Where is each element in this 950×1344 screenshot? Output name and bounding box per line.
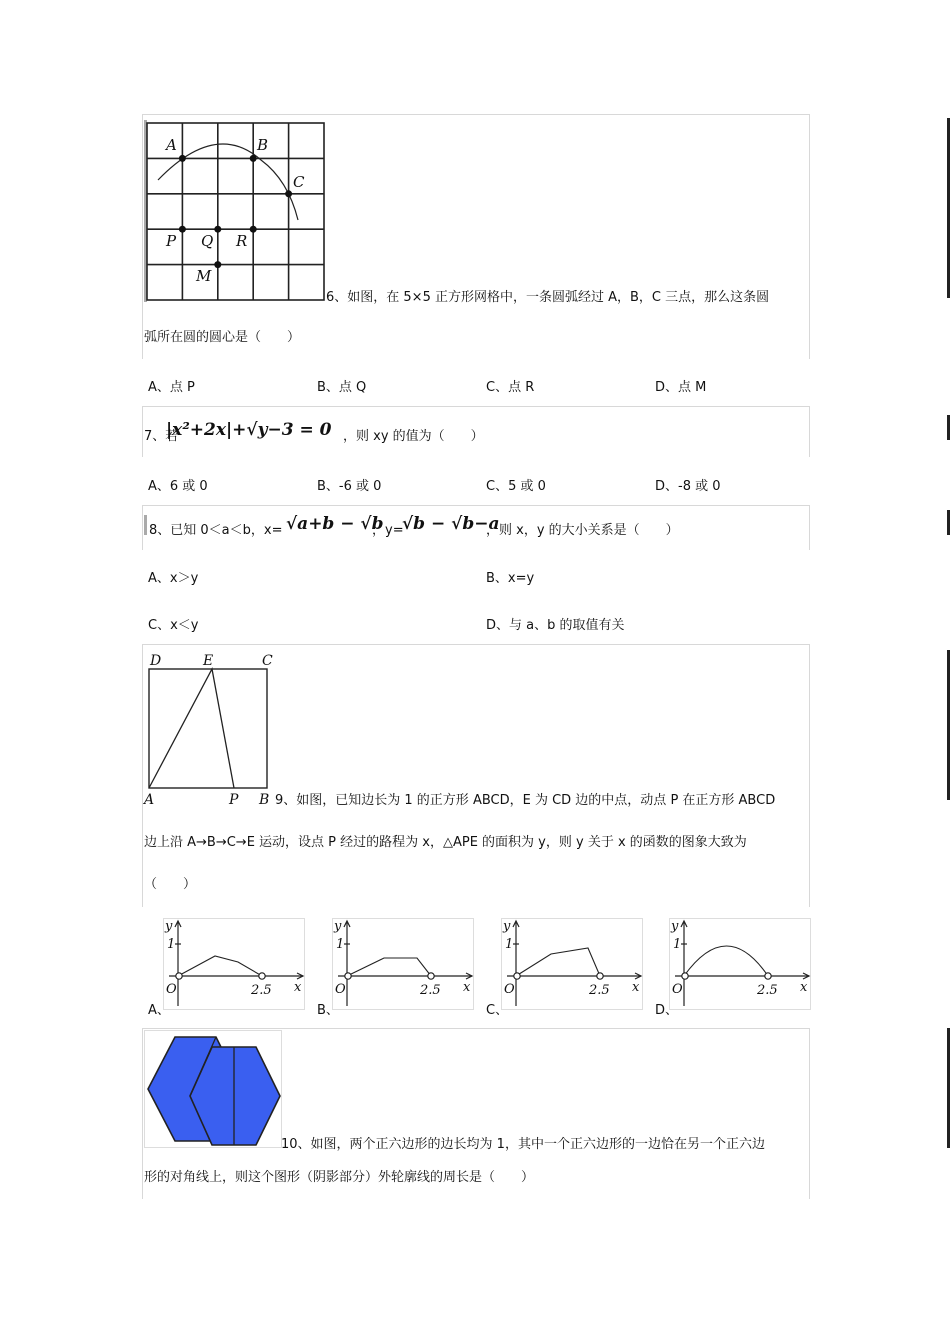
q10-text-line2: 形的对角线上，则这个图形（阴影部分）外轮廓线的周长是（ ） <box>144 1170 535 1185</box>
svg-text:1: 1 <box>673 937 682 952</box>
svg-text:C: C <box>262 653 273 669</box>
point-b <box>250 155 257 162</box>
svg-text:O: O <box>166 982 177 997</box>
q8-option-c[interactable]: C、x＜y <box>148 618 199 633</box>
q7-suffix: ，则 xy 的值为（ ） <box>343 429 484 444</box>
q6-text-line1: 6、如图，在 5×5 正方形网格中，一条圆弧经过 A，B，C 三点，那么这条圆 <box>326 290 770 305</box>
svg-text:M: M <box>196 267 212 285</box>
svg-text:2.5: 2.5 <box>251 983 272 998</box>
q9-option-a[interactable]: A、 <box>148 1003 170 1018</box>
q8-x-formula: √a+b − √b <box>286 514 384 534</box>
q7-option-d[interactable]: D、-8 或 0 <box>655 479 721 494</box>
q9-option-d[interactable]: D、 <box>655 1003 679 1018</box>
q10-text-line1: 10、如图，两个正六边形的边长均为 1，其中一个正六边形的一边恰在另一个正六边 <box>281 1137 765 1152</box>
svg-text:C: C <box>293 173 305 191</box>
svg-text:1: 1 <box>336 937 345 952</box>
svg-text:D: D <box>150 653 162 669</box>
q9-text-line3: （ ） <box>144 877 197 892</box>
q9-graph-a[interactable] <box>163 918 305 1010</box>
svg-text:x: x <box>294 980 302 995</box>
q10-hexagon-figure <box>144 1030 282 1148</box>
q9-text-line1: 9、如图，已知边长为 1 的正方形 ABCD，E 为 CD 边的中点，动点 P 在正方形 ABCD <box>275 793 776 808</box>
q6-text-line2: 弧所在圆的圆心是（ ） <box>144 330 301 345</box>
svg-text:1: 1 <box>167 937 176 952</box>
svg-text:1: 1 <box>505 937 514 952</box>
q9-graph-c[interactable] <box>501 918 643 1010</box>
q9-option-b[interactable]: B、 <box>317 1003 339 1018</box>
q8-mid: ，y= <box>372 523 404 538</box>
svg-text:O: O <box>335 982 346 997</box>
svg-text:Q: Q <box>201 232 214 250</box>
svg-text:y: y <box>334 919 342 934</box>
point-p <box>179 226 186 233</box>
q6-grid-figure <box>146 122 328 304</box>
q6-option-c[interactable]: C、点 R <box>486 380 535 395</box>
svg-text:P: P <box>166 232 177 250</box>
svg-text:2.5: 2.5 <box>757 983 778 998</box>
q7-option-b[interactable]: B、-6 或 0 <box>317 479 382 494</box>
q9-square-figure <box>142 650 278 808</box>
point-m <box>214 261 221 268</box>
q8-suffix: ，则 x，y 的大小关系是（ ） <box>486 523 679 538</box>
q9-graph-d[interactable] <box>669 918 811 1010</box>
q7-prefix: 7、若 <box>144 429 179 444</box>
q7-option-a[interactable]: A、6 或 0 <box>148 479 208 494</box>
q8-option-d[interactable]: D、与 a、b 的取值有关 <box>486 618 625 633</box>
q7-formula: |x²+2x|+√y−3 = 0 <box>166 420 332 440</box>
q9-graph-b[interactable] <box>332 918 474 1010</box>
svg-text:B: B <box>259 792 270 808</box>
svg-text:O: O <box>672 982 683 997</box>
q8-option-b[interactable]: B、x=y <box>486 571 535 586</box>
q7-option-c[interactable]: C、5 或 0 <box>486 479 546 494</box>
q6-option-b[interactable]: B、点 Q <box>317 380 367 395</box>
svg-text:2.5: 2.5 <box>589 983 610 998</box>
q9-option-c[interactable]: C、 <box>486 1003 509 1018</box>
svg-text:y: y <box>165 919 173 934</box>
svg-text:y: y <box>503 919 511 934</box>
q8-prefix: 8、已知 0＜a＜b，x= <box>149 523 283 538</box>
svg-text:R: R <box>236 232 248 250</box>
svg-text:y: y <box>671 919 679 934</box>
point-r <box>250 226 257 233</box>
svg-text:B: B <box>257 136 269 154</box>
q9-text-line2: 边上沿 A→B→C→E 运动，设点 P 经过的路程为 x，△APE 的面积为 y，则 y 关于 x 的函数的图象大致为 <box>144 835 747 850</box>
point-q <box>214 226 221 233</box>
q6-option-d[interactable]: D、点 M <box>655 380 707 395</box>
point-a <box>179 155 186 162</box>
svg-text:A: A <box>166 136 177 154</box>
svg-text:A: A <box>144 792 155 808</box>
svg-text:x: x <box>632 980 640 995</box>
svg-text:x: x <box>800 980 808 995</box>
svg-text:O: O <box>504 982 515 997</box>
q8-left-marker <box>144 515 147 535</box>
svg-text:P: P <box>229 792 239 808</box>
q8-y-formula: √b − √b−a <box>402 514 500 534</box>
q6-option-a[interactable]: A、点 P <box>148 380 195 395</box>
q8-option-a[interactable]: A、x＞y <box>148 571 199 586</box>
svg-text:x: x <box>463 980 471 995</box>
svg-text:2.5: 2.5 <box>420 983 441 998</box>
svg-text:E: E <box>203 653 214 669</box>
point-c <box>285 190 292 197</box>
